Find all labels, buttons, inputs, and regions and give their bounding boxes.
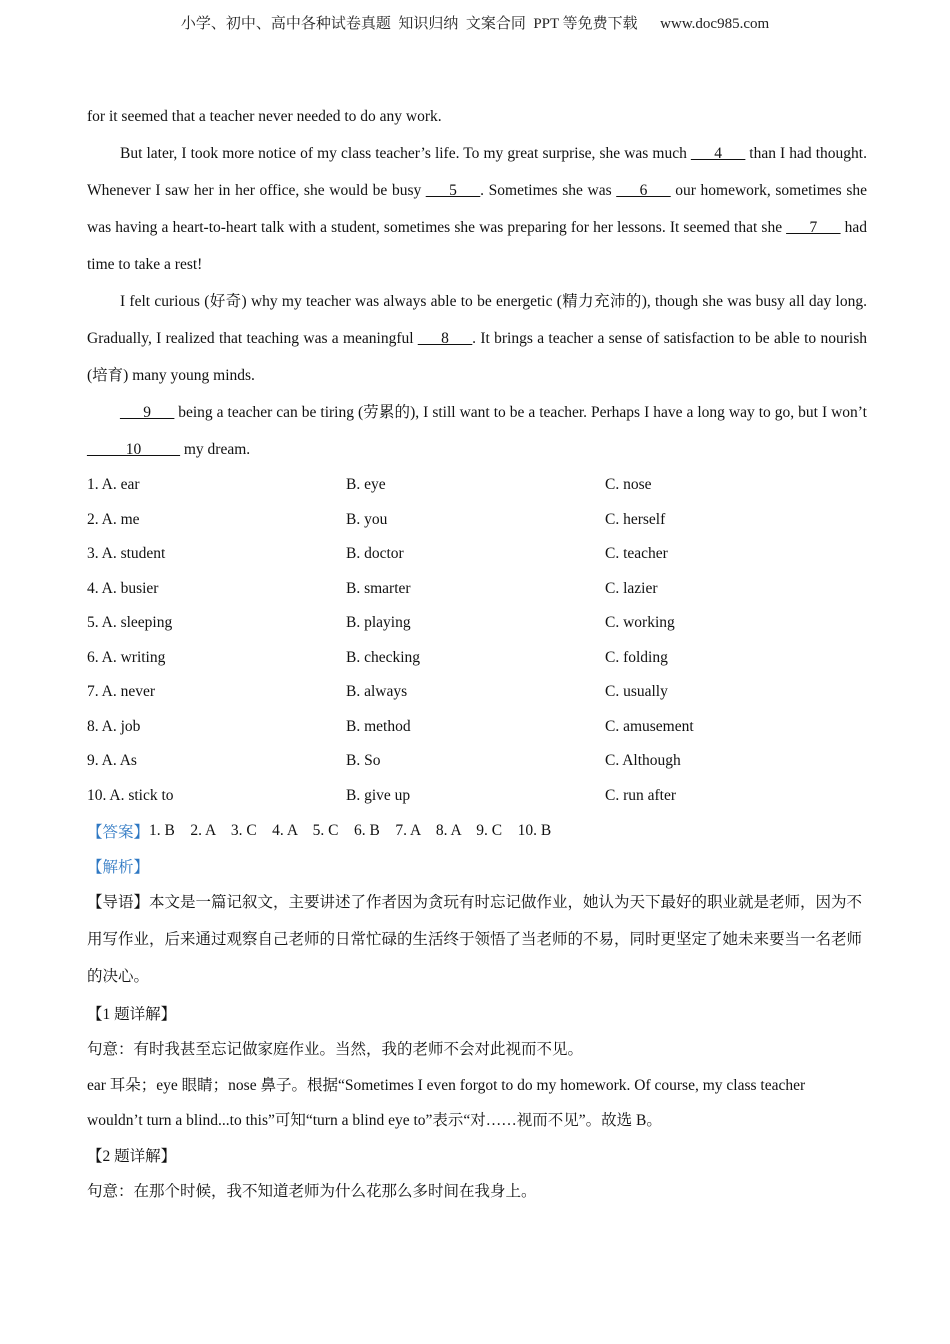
text: than I had thought. Whenever I saw her in her office, she would be busy: [87, 145, 867, 199]
text: our homework, sometimes she was having a heart-to-heart talk with a student, sometimes she was preparing for her lessons. It seemed that she: [87, 182, 867, 236]
option-row: [87, 744, 867, 779]
blank-8: ___8___: [417, 330, 473, 347]
option-row: [87, 641, 867, 676]
text: But later, I took more notice of my class teacher’s life. To my great surprise, she was much: [120, 145, 691, 162]
option-b: B. So: [346, 752, 381, 770]
analysis-label: 【解析】: [87, 859, 150, 877]
blank-9: ___9___: [120, 404, 175, 421]
page-header: 小学、初中、高中各种试卷真题 知识归纳 文案合同 PPT 等免费下载 www.doc985.com: [180, 16, 770, 32]
option-b: B. doctor: [346, 545, 404, 563]
text: . Sometimes she was: [480, 182, 617, 199]
blank-4: ___4___: [690, 145, 746, 162]
option-c: C. Although: [605, 752, 681, 770]
option-b: B. playing: [346, 614, 411, 632]
option-c: C. run after: [605, 786, 677, 804]
passage-p1: [87, 135, 867, 283]
option-c: C. usually: [605, 683, 668, 701]
text: . It brings a teacher a sense of satisfaction to be able to nourish (培育) many young minds.: [87, 330, 867, 384]
answer-line: [87, 813, 867, 849]
text: being a teacher can be tiring (劳累的), I still want to be a teacher. Perhaps I have a long way to go, but I won’t: [174, 404, 867, 421]
option-b: B. checking: [346, 648, 421, 666]
option-c: C. working: [605, 614, 675, 632]
passage-p0: for it seemed that a teacher never needed to do any work.: [87, 108, 442, 125]
blank-7: ___7___: [786, 219, 841, 236]
option-a: 7. A. never: [87, 683, 156, 701]
options-table: [87, 468, 867, 813]
blank-5: ___5___: [425, 182, 481, 199]
option-b: B. you: [346, 510, 388, 528]
option-row: [87, 675, 867, 710]
option-a: 8. A. job: [87, 717, 141, 735]
option-row: [87, 606, 867, 641]
option-b: B. method: [346, 717, 411, 735]
q1-explain-2: wouldn’t turn a blind...to this”可知“turn a blind eye to”表示“对……视而不见”。故选 B。: [87, 1112, 662, 1130]
q2-title: 【2 题详解】: [87, 1147, 177, 1165]
option-row: [87, 710, 867, 745]
passage-p2: [87, 283, 867, 394]
option-a: 3. A. student: [87, 545, 166, 563]
option-row: [87, 537, 867, 572]
blank-6: ___6___: [616, 182, 671, 199]
option-row: [87, 468, 867, 503]
option-row: [87, 572, 867, 607]
option-b: B. eye: [346, 476, 386, 494]
q1-title: 【1 题详解】: [87, 1005, 177, 1023]
option-c: C. teacher: [605, 545, 668, 563]
text: had time to take a rest!: [87, 219, 867, 273]
option-a: 10. A. stick to: [87, 786, 174, 804]
option-a: 6. A. writing: [87, 648, 166, 666]
text: I felt curious (好奇) why my teacher was always able to be energetic (精力充沛的), though she was busy all day long. Gradually, I realized that teaching was a meaningful: [87, 293, 867, 347]
option-a: 9. A. As: [87, 752, 137, 770]
option-a: 1. A. ear: [87, 476, 140, 494]
answer-items: 1. B 2. A 3. C 4. A 5. C 6. B 7. A 8. A 9. C 10. B: [149, 821, 552, 839]
blank-10: _____10_____: [87, 441, 180, 458]
q1-meaning: 句意：有时我甚至忘记做家庭作业。当然，我的老师不会对此视而不见。: [87, 1041, 584, 1059]
option-c: C. lazier: [605, 579, 658, 597]
option-b: B. smarter: [346, 579, 411, 597]
option-c: C. nose: [605, 476, 652, 494]
document-body: [87, 98, 867, 1208]
option-b: B. always: [346, 683, 408, 701]
option-b: B. give up: [346, 786, 411, 804]
guide-text: 【导语】本文是一篇记叙文，主要讲述了作者因为贪玩有时忘记做作业，她认为天下最好的职业就是老师，因为不用写作业，后来通过观察自己老师的日常忙碌的生活终于领悟了当老师的不易，同时更坚定了她未来要当一名老师的决心。: [87, 894, 863, 985]
q1-explain-1: ear 耳朵；eye 眼睛；nose 鼻子。根据“Sometimes I even forgot to do my homework. Of course, my class teacher: [87, 1076, 806, 1094]
passage-p3: [87, 394, 867, 468]
option-c: C. herself: [605, 510, 666, 528]
option-row: [87, 503, 867, 538]
option-a: 2. A. me: [87, 510, 140, 528]
option-c: C. folding: [605, 648, 668, 666]
analysis-line: [87, 849, 867, 885]
q2-meaning: 句意：在那个时候，我不知道老师为什么花那么多时间在我身上。: [87, 1183, 537, 1201]
option-a: 5. A. sleeping: [87, 614, 173, 632]
option-c: C. amusement: [605, 717, 694, 735]
text: my dream.: [180, 441, 251, 458]
option-row: [87, 779, 867, 814]
option-a: 4. A. busier: [87, 579, 159, 597]
answer-label: 【答案】: [87, 823, 150, 841]
